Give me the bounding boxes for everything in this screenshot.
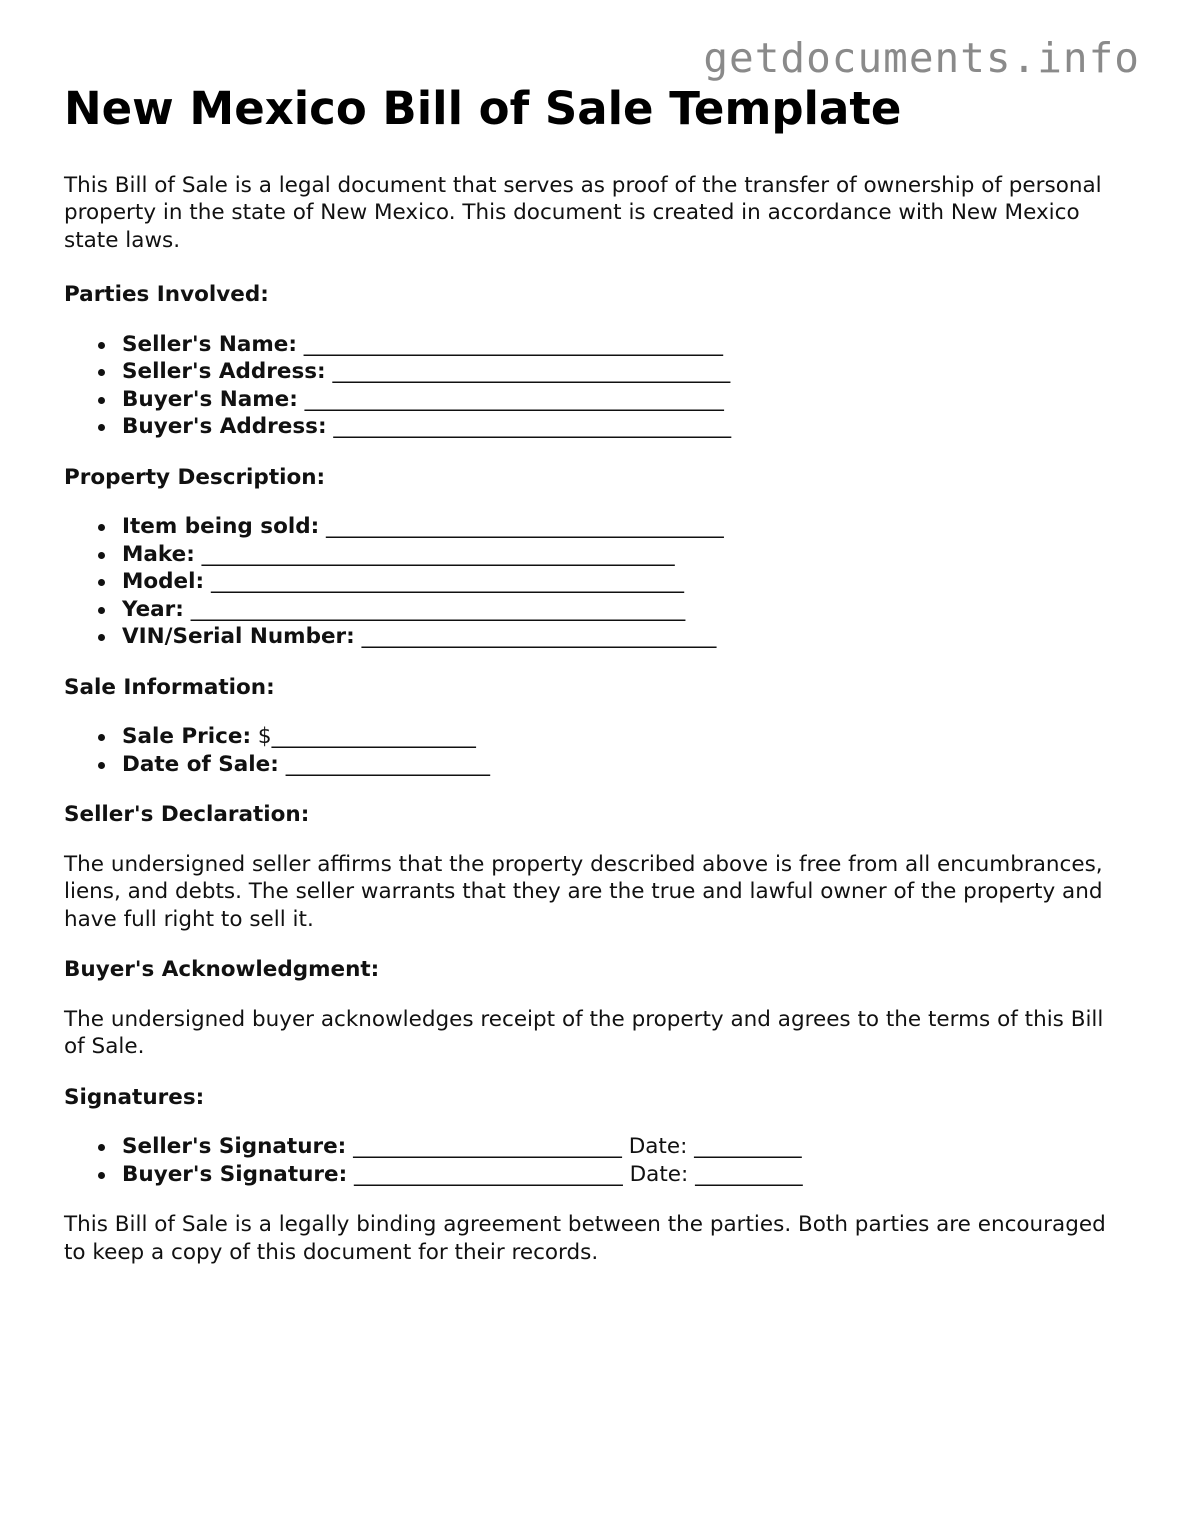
field-label: Seller's Name:	[122, 331, 297, 357]
field-label: Make:	[122, 541, 195, 567]
seller-declaration-text: The undersigned seller affirms that the property described above is free from all encumbrances, liens, and debts. The seller warrants that they are the true and lawful owner of the property and have full right to sell it.	[64, 851, 1103, 932]
field-label: Buyer's Address:	[122, 414, 327, 439]
field-label: Year:	[122, 596, 184, 622]
sale-list	[64, 723, 1124, 778]
list-item	[122, 623, 1124, 651]
field-blank[interactable]: _________________________ Date: __________	[346, 1134, 802, 1159]
list-item	[122, 358, 1124, 386]
sale-heading: Sale Information:	[64, 674, 275, 700]
field-label: Model:	[122, 569, 205, 594]
field-blank[interactable]: ____________________________________________	[194, 541, 675, 567]
list-item	[122, 331, 1124, 359]
field-label: Sale Price:	[122, 724, 252, 749]
list-item	[122, 751, 1124, 779]
list-item	[122, 1133, 1124, 1161]
field-blank[interactable]: _____________________________________	[325, 359, 731, 384]
watermark: getdocuments.info	[703, 34, 1140, 82]
signatures-heading: Signatures:	[64, 1084, 205, 1110]
property-list	[64, 513, 1124, 651]
field-label: Seller's Address:	[122, 359, 326, 384]
parties-heading: Parties Involved:	[64, 282, 269, 307]
list-item	[122, 1161, 1124, 1189]
list-item	[122, 513, 1124, 541]
parties-list	[64, 331, 1124, 441]
field-blank[interactable]: _______________________________________	[297, 386, 724, 412]
field-blank[interactable]: ______________________________________________	[183, 596, 686, 622]
document-page	[64, 84, 1124, 1266]
list-item	[122, 541, 1124, 569]
property-heading: Property Description:	[64, 464, 326, 490]
buyer-acknowledgment-heading: Buyer's Acknowledgment:	[64, 957, 380, 982]
field-blank[interactable]: _________________________________	[354, 624, 717, 649]
intro-paragraph: This Bill of Sale is a legal document that serves as proof of the transfer of ownership of personal property in the state of New Mexico. This document is created in accordance with New Mexico state laws.	[64, 172, 1102, 253]
closing-paragraph: This Bill of Sale is a legally binding agreement between the parties. Both parties are encouraged to keep a copy of this document for their records.	[64, 1212, 1106, 1265]
field-label: Item being sold:	[122, 514, 320, 539]
field-label: VIN/Serial Number:	[122, 624, 355, 649]
field-label: Seller's Signature:	[122, 1134, 347, 1159]
field-blank[interactable]: _____________________________________	[326, 414, 732, 439]
field-blank[interactable]: $___________________	[251, 724, 476, 749]
field-label: Buyer's Signature:	[122, 1161, 348, 1187]
field-blank[interactable]: _______________________________________	[296, 331, 724, 357]
field-blank[interactable]: _________________________ Date: __________	[347, 1161, 803, 1187]
list-item	[122, 723, 1124, 751]
list-item	[122, 596, 1124, 624]
field-blank[interactable]: ___________________	[278, 751, 490, 777]
field-blank[interactable]: ____________________________________________	[204, 569, 684, 594]
document-title: New Mexico Bill of Sale Template	[64, 82, 902, 135]
buyer-acknowledgment-text: The undersigned buyer acknowledges receipt of the property and agrees to the terms of this Bill of Sale.	[64, 1006, 1104, 1059]
field-label: Buyer's Name:	[122, 386, 298, 412]
seller-declaration-heading: Seller's Declaration:	[64, 802, 310, 827]
field-label: Date of Sale:	[122, 751, 279, 777]
field-blank[interactable]: _____________________________________	[319, 514, 724, 539]
list-item	[122, 568, 1124, 596]
list-item	[122, 386, 1124, 414]
signatures-list	[64, 1133, 1124, 1188]
list-item	[122, 413, 1124, 441]
